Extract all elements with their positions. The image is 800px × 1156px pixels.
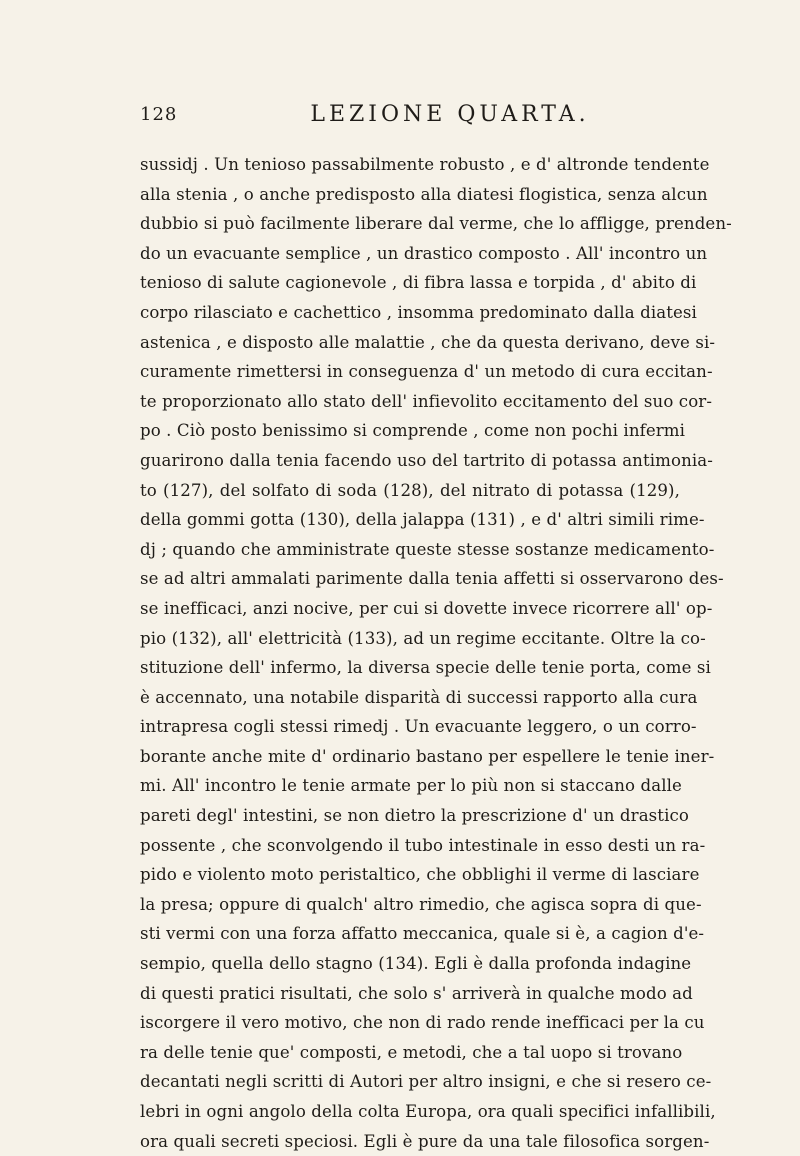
text-line: pido e violento moto peristaltico, che obblighi il verme di lasciare xyxy=(140,865,700,885)
text-line: sempio, quella dello stagno (134). Egli è dalla profonda indagine xyxy=(140,954,692,974)
text-line: sti vermi con una forza affatto meccanica, quale si è, a cagion d'e- xyxy=(140,924,705,944)
text-line: se ad altri ammalati parimente dalla tenia affetti si osservarono des- xyxy=(140,569,724,589)
text-line: stituzione dell' infermo, la diversa specie delle tenie porta, come si xyxy=(140,658,711,678)
text-line: mi. All' incontro le tenie armate per lo più non si staccano dalle xyxy=(140,776,682,796)
text-line: corpo rilasciato e cachettico , insomma predominato dalla diatesi xyxy=(140,302,697,322)
text-line: pareti degl' intestini, se non dietro la prescrizione d' un drastico xyxy=(140,806,689,826)
text-line: dubbio si può facilmente liberare dal verme, che lo affligge, prenden- xyxy=(140,214,732,234)
text-line: alla stenia , o anche predisposto alla diatesi flogistica, senza alcun xyxy=(140,184,708,204)
text-line: è accennato, una notabile disparità di successi rapporto alla cura xyxy=(140,687,698,707)
text-line: lebri in ogni angolo della colta Europa, ora quali specifici infallibili, xyxy=(140,1102,716,1121)
text-line: dj ; quando che amministrate queste stesse sostanze medicamento- xyxy=(140,539,715,559)
text-line: astenica , e disposto alle malattie , che da questa derivano, deve si- xyxy=(140,332,716,352)
text-line: te proporzionato allo stato dell' infievolito eccitamento del suo cor- xyxy=(140,391,713,411)
page-header xyxy=(140,103,680,133)
text-line: pio (132), all' elettricità (133), ad un regime eccitante. Oltre la co- xyxy=(140,628,706,648)
text-line: ora quali secreti speciosi. Egli è pure da una tale filosofica sorgen- xyxy=(140,1131,710,1151)
text-line: di questi pratici risultati, che solo s' arriverà in qualche modo ad xyxy=(140,983,693,1003)
text-line: decantati negli scritti di Autori per altro insigni, e che si resero ce- xyxy=(140,1072,712,1092)
body-text xyxy=(140,150,732,1156)
text-line: guarirono dalla tenia facendo uso del tartrito di potassa antimonia- xyxy=(140,450,713,470)
text-line: po . Ciò posto benissimo si comprende , come non pochi infermi xyxy=(140,421,686,441)
text-line: della gommi gotta (130), della jalappa (131) , e d' altri simili rime- xyxy=(140,510,705,530)
text-line: borante anche mite d' ordinario bastano per espellere le tenie iner- xyxy=(140,746,715,766)
text-line: iscorgere il vero motivo, che non di rado rende inefficaci per la cu xyxy=(140,1013,705,1033)
text-line: curamente rimettersi in conseguenza d' un metodo di cura eccitan- xyxy=(140,362,713,382)
text-line: sussidj . Un tenioso passabilmente robusto , e d' altronde tendente xyxy=(140,155,710,174)
text-line: la presa; oppure di qualch' altro rimedio, che agisca sopra di que- xyxy=(140,894,702,914)
text-line: tenioso di salute cagionevole , di fibra lassa e torpida , d' abito di xyxy=(140,273,697,293)
running-title: LEZIONE QUARTA. xyxy=(310,102,590,127)
text-line: possente , che sconvolgendo il tubo intestinale in esso desti un ra- xyxy=(140,835,706,855)
text-line: ra delle tenie que' composti, e metodi, che a tal uopo si trovano xyxy=(140,1042,683,1062)
text-line: intrapresa cogli stessi rimedj . Un evacuante leggero, o un corro- xyxy=(140,717,697,737)
page-number: 128 xyxy=(140,104,178,125)
text-line: do un evacuante semplice , un drastico composto . All' incontro un xyxy=(140,243,708,263)
text-line: to (127), del solfato di soda (128), del nitrato di potassa (129), xyxy=(140,480,680,500)
text-line: se inefficaci, anzi nocive, per cui si dovette invece ricorrere all' op- xyxy=(140,598,713,618)
